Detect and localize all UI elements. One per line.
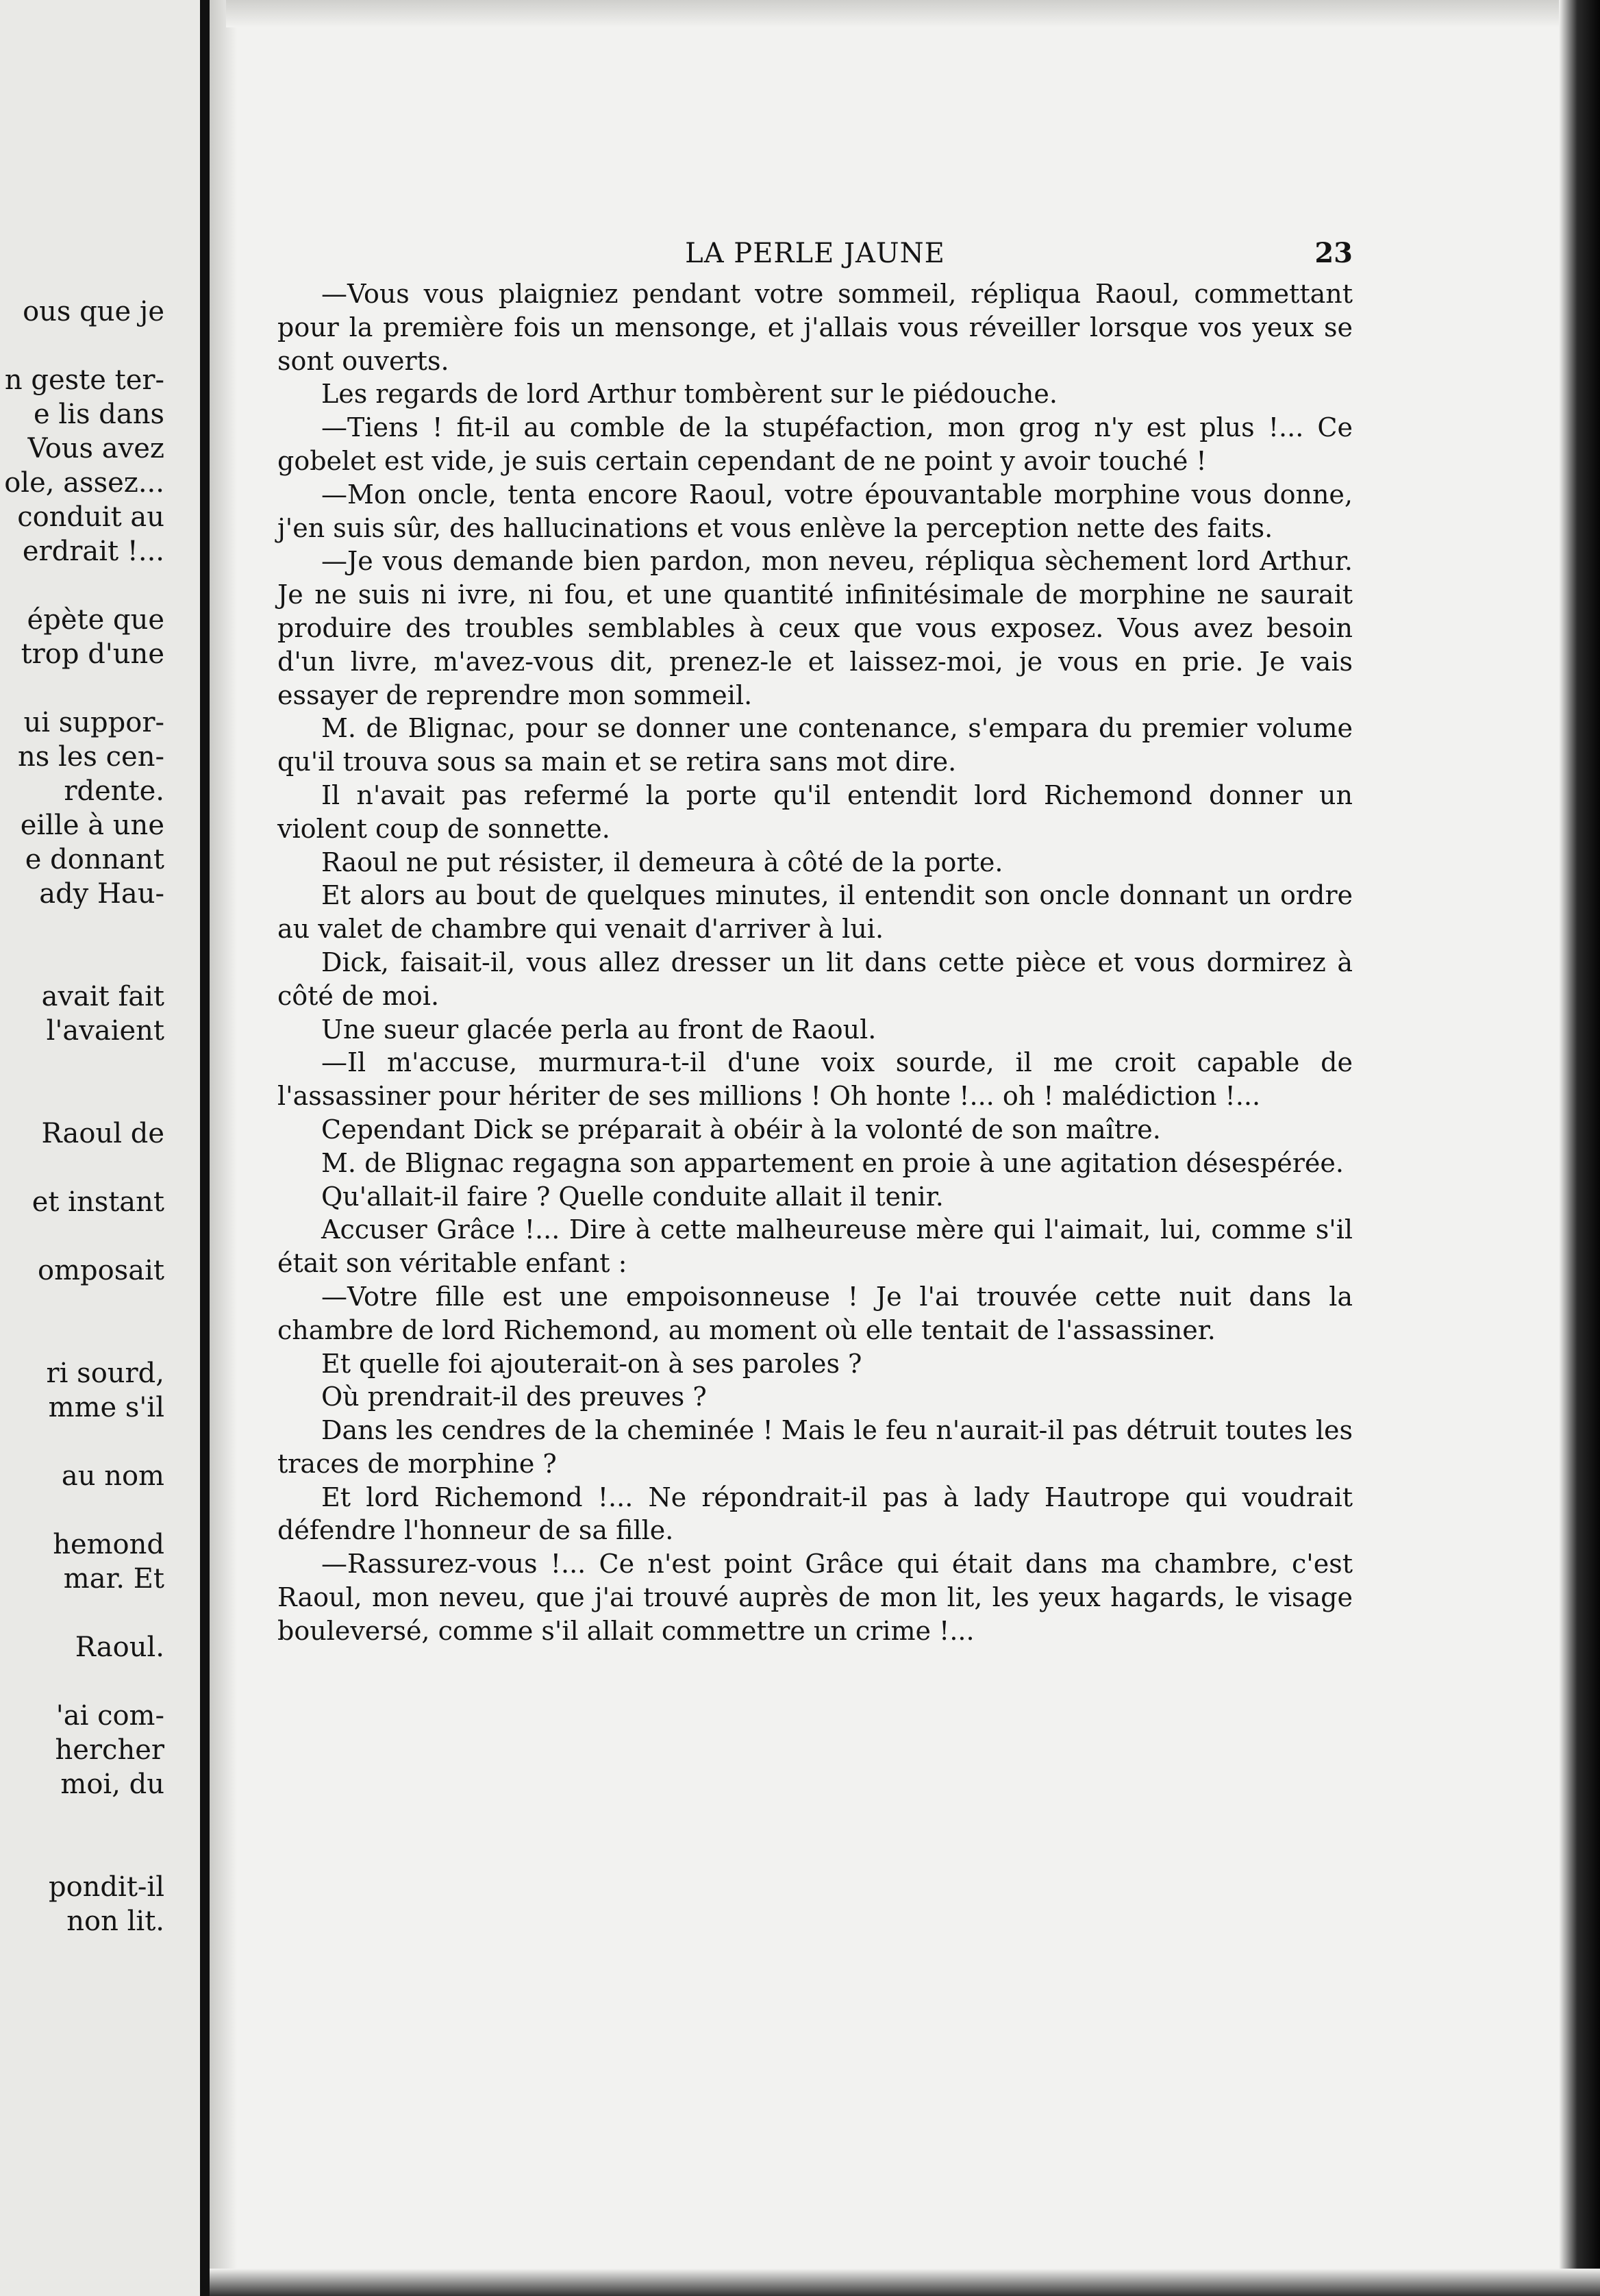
gutter-rule (200, 0, 210, 2296)
body-text (277, 277, 1353, 1648)
left-page-line: pondit-il (48, 1871, 164, 1903)
left-page-line: rdente. (64, 775, 164, 807)
left-page-line: ui suppor- (23, 707, 164, 738)
left-page-line (0, 1151, 164, 1185)
paragraph: Dans les cendres de la cheminée ! Mais le feu n'aurait-il pas détruit toutes les traces de morphine ? (277, 1415, 1353, 1479)
paragraph: Et quelle foi ajouterait-on à ses paroles ? (321, 1348, 862, 1379)
gutter-shadow (210, 0, 237, 2296)
left-page-line (0, 1425, 164, 1459)
left-page-line: mme s'il (48, 1392, 164, 1423)
paragraph: —Rassurez-vous !... Ce n'est point Grâce qui était dans ma chambre, c'est Raoul, mon neveu, que j'ai trouvé auprès de mon lit, les yeux hagards, le visage bouleversé, comme s'il allait commettre un crime !... (277, 1549, 1353, 1646)
paragraph: Les regards de lord Arthur tombèrent sur le piédouche. (321, 379, 1058, 410)
left-page-line: e lis dans (34, 399, 164, 430)
paragraph: Et alors au bout de quelques minutes, il entendit son oncle donnant un ordre au valet de chambre qui venait d'arriver à lui. (277, 880, 1353, 945)
paragraph: —Tiens ! fit-il au comble de la stupéfaction, mon grog n'y est plus !... Ce gobelet est vide, je suis certain cependant de ne point y avoir touché ! (277, 412, 1353, 476)
left-page-line: omposait (38, 1255, 164, 1286)
left-page-line: épète que (27, 604, 164, 636)
paragraph: —Il m'accuse, murmura-t-il d'une voix sourde, il me croit capable de l'assassiner pour hériter de ses millions ! Oh honte !... oh ! malédiction !... (277, 1047, 1353, 1112)
running-head (277, 229, 1353, 277)
left-page-line (0, 911, 164, 945)
paragraph: Qu'allait-il faire ? Quelle conduite allait il tenir. (321, 1181, 944, 1212)
paragraph: Une sueur glacée perla au front de Raoul. (321, 1014, 877, 1045)
left-page-line: eille à une (20, 810, 164, 841)
paragraph: —Vous vous plaigniez pendant votre sommeil, répliqua Raoul, commettant pour la première fois un mensonge, et j'allais vous réveiller lorsque vos yeux se sont ouverts. (277, 279, 1353, 376)
left-page-line: e donnant (25, 844, 164, 875)
left-page-line: au nom (61, 1460, 164, 1492)
left-page-line: ns les cen- (17, 741, 164, 773)
left-page-line: ous que je (23, 296, 164, 327)
left-page-edge (0, 0, 200, 2296)
left-page-line: ady Hau- (39, 878, 164, 910)
page-content (277, 229, 1353, 1648)
running-title: LA PERLE JAUNE (685, 238, 945, 269)
left-page-line (0, 569, 164, 603)
left-page-line: conduit au (17, 501, 164, 533)
page-number: 23 (1314, 237, 1353, 269)
left-page-line: non lit. (66, 1906, 164, 1937)
bottom-page-edge (210, 2269, 1600, 2296)
left-page-line (0, 671, 164, 706)
paragraph: Où prendrait-il des preuves ? (321, 1382, 707, 1412)
paragraph: M. de Blignac regagna son appartement en proie à une agitation désespérée. (321, 1147, 1344, 1178)
left-page-line (0, 1219, 164, 1253)
left-page-line (0, 945, 164, 979)
left-page-line (0, 1322, 164, 1356)
paragraph: Raoul ne put résister, il demeura à côté de la porte. (321, 847, 1003, 877)
left-page-line: hemond (53, 1529, 164, 1560)
left-page-line: erdrait !... (22, 536, 164, 567)
paragraph: —Mon oncle, tenta encore Raoul, votre épouvantable morphine vous donne, j'en suis sûr, des hallucinations et vous enlève la perception nette des faits. (277, 479, 1353, 543)
right-page-edge (1559, 0, 1600, 2296)
left-page-line: Raoul de (41, 1118, 164, 1149)
left-page-line (0, 1288, 164, 1322)
left-page-line: n geste ter- (4, 364, 164, 396)
paragraph: —Votre fille est une empoisonneuse ! Je l'ai trouvée cette nuit dans la chambre de lord Richemond, au moment où elle tentait de l'assassiner. (277, 1281, 1353, 1345)
paragraph: Cependant Dick se préparait à obéir à la volonté de son maître. (321, 1114, 1161, 1145)
left-page-line: mar. Et (63, 1563, 164, 1595)
left-page-line (0, 1664, 164, 1699)
left-page-line: moi, du (60, 1769, 164, 1800)
left-page-line: trop d'une (21, 638, 164, 670)
left-page-line: hercher (55, 1734, 164, 1766)
left-page-line: et instant (32, 1186, 164, 1218)
left-page-line: Vous avez (27, 433, 164, 464)
left-page-line (0, 329, 164, 363)
left-page-line (0, 1596, 164, 1630)
paragraph: Il n'avait pas refermé la porte qu'il entendit lord Richemond donner un violent coup de sonnette. (277, 779, 1353, 844)
left-page-text (0, 295, 164, 1938)
left-page-line: ole, assez... (4, 467, 164, 499)
left-page-line (0, 1048, 164, 1082)
top-page-shadow (226, 0, 1600, 27)
paragraph: Et lord Richemond !... Ne répondrait-il pas à lady Hautrope qui voudrait défendre l'honneur de sa fille. (277, 1482, 1353, 1546)
left-page-line: avait fait (41, 981, 164, 1012)
left-page-line: l'avaient (46, 1015, 164, 1047)
paragraph: —Je vous demande bien pardon, mon neveu, répliqua sèchement lord Arthur. Je ne suis ni ivre, ni fou, et une quantité infinitésimale de morphine ne saurait produire des troubles semblables à ceux que vous exposez. Vous avez besoin d'un livre, m'avez-vous dit, prenez-le et laissez-moi, je vous en prie. Je vais essayer de reprendre mon sommeil. (277, 546, 1353, 710)
left-page-line (0, 1836, 164, 1870)
left-page-line: ri sourd, (46, 1358, 164, 1389)
paragraph: M. de Blignac, pour se donner une contenance, s'empara du premier volume qu'il trouva sous sa main et se retira sans mot dire. (277, 713, 1353, 777)
left-page-line: 'ai com- (55, 1700, 164, 1732)
left-page-line (0, 1082, 164, 1116)
paragraph: Accuser Grâce !... Dire à cette malheureuse mère qui l'aimait, lui, comme s'il était son véritable enfant : (277, 1214, 1353, 1279)
left-page-line (0, 1801, 164, 1836)
left-page-line: Raoul. (75, 1632, 164, 1663)
paragraph: Dick, faisait-il, vous allez dresser un lit dans cette pièce et vous dormirez à côté de moi. (277, 947, 1353, 1011)
left-page-line (0, 1493, 164, 1527)
